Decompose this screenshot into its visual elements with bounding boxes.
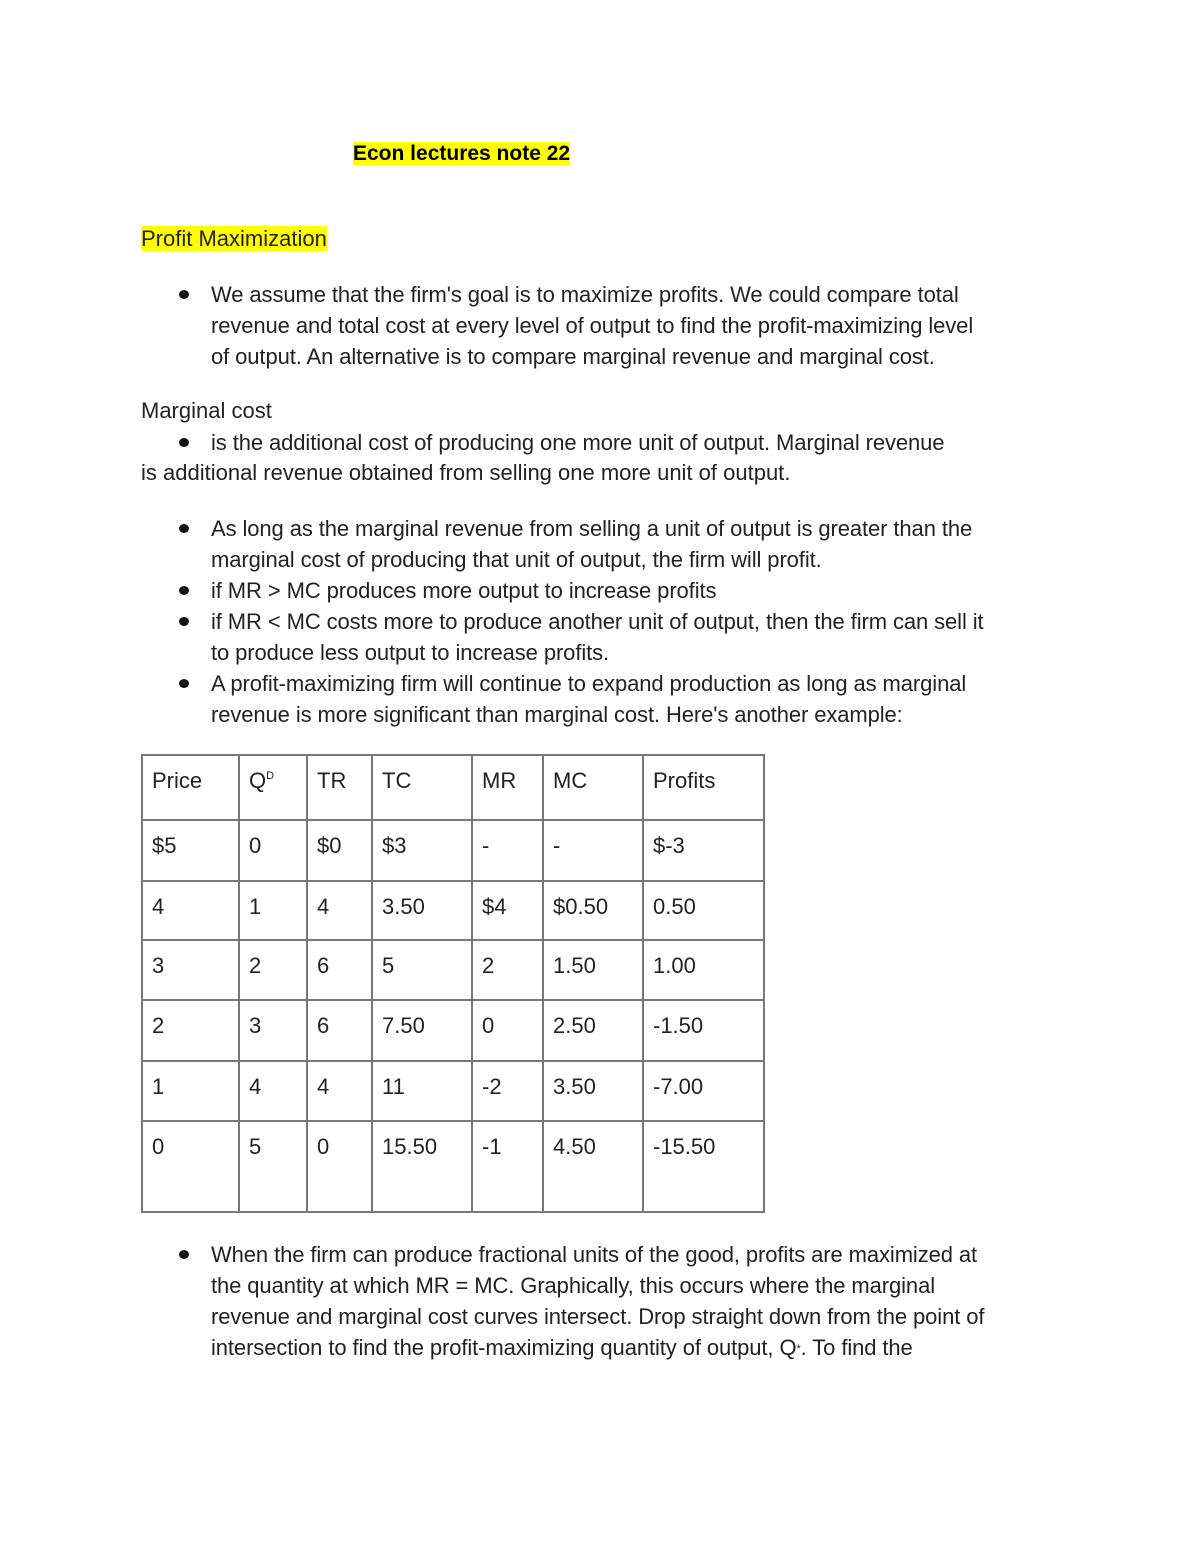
table-cell: $-3 <box>643 820 764 881</box>
table-cell: 0.50 <box>643 881 764 940</box>
table-cell: -1 <box>472 1121 543 1212</box>
table-row <box>142 1121 764 1212</box>
table-cell: 6 <box>307 1000 372 1061</box>
table-cell: 2 <box>239 940 307 1000</box>
bullet-list-marginal-cost <box>141 427 1071 458</box>
bullet-line: is the additional cost of producing one more unit of output. Marginal revenue <box>211 430 945 455</box>
list-item <box>141 513 1071 575</box>
column-header-quantity-demanded <box>239 755 307 820</box>
table-cell: 11 <box>372 1061 472 1121</box>
column-header-profits: Profits <box>643 755 764 820</box>
document-title-text: Econ lectures note 22 <box>353 142 571 165</box>
table-cell: 4.50 <box>543 1121 643 1212</box>
table-row <box>142 820 764 881</box>
column-header-marginal-cost: MC <box>543 755 643 820</box>
table-cell: 3 <box>142 940 239 1000</box>
bullet-line: if MR < MC costs more to produce another unit of output, then the firm can sell it <box>211 609 984 634</box>
table-cell: 1 <box>239 881 307 940</box>
table-cell: 4 <box>239 1061 307 1121</box>
marginal-cost-label: Marginal cost <box>141 398 272 423</box>
table-cell: 5 <box>372 940 472 1000</box>
table-row <box>142 1000 764 1061</box>
table-header-row <box>142 755 764 820</box>
table-cell: 6 <box>307 940 372 1000</box>
bullet-line-text: intersection to find the profit-maximizing quantity of output, Q <box>211 1335 797 1360</box>
column-header-marginal-revenue: MR <box>472 755 543 820</box>
bullet-dot-icon <box>179 290 189 299</box>
q-star-superscript: * <box>796 1343 801 1355</box>
table-cell: 0 <box>307 1121 372 1212</box>
table-cell: $0 <box>307 820 372 881</box>
table-row <box>142 881 764 940</box>
table-cell: 0 <box>239 820 307 881</box>
table-cell: 4 <box>307 1061 372 1121</box>
table-cell: 15.50 <box>372 1121 472 1212</box>
table-cell: 3.50 <box>543 1061 643 1121</box>
table-cell: 0 <box>472 1000 543 1061</box>
table-cell: - <box>472 820 543 881</box>
table-cell: 7.50 <box>372 1000 472 1061</box>
table-cell: -15.50 <box>643 1121 764 1212</box>
bullet-line: revenue and total cost at every level of output to find the profit-maximizing level <box>211 313 974 338</box>
table-cell: 1.50 <box>543 940 643 1000</box>
list-item <box>141 1239 1071 1363</box>
bullet-line: When the firm can produce fractional units of the good, profits are maximized at <box>211 1242 978 1267</box>
table-cell: 3 <box>239 1000 307 1061</box>
table-row <box>142 940 764 1000</box>
table-cell: 4 <box>307 881 372 940</box>
bullet-line: A profit-maximizing firm will continue to expand production as long as marginal <box>211 671 967 696</box>
table-cell: -7.00 <box>643 1061 764 1121</box>
bullet-dot-icon <box>179 524 189 533</box>
list-item <box>141 668 1071 730</box>
table-row <box>142 1061 764 1121</box>
profit-table <box>141 754 765 1213</box>
table-cell: - <box>543 820 643 881</box>
bullet-line: of output. An alternative is to compare marginal revenue and marginal cost. <box>211 344 935 369</box>
table-cell: -2 <box>472 1061 543 1121</box>
bullet-list-rules <box>141 513 1071 730</box>
marginal-revenue-line: is additional revenue obtained from selling one more unit of output. <box>141 460 791 485</box>
bullet-line: We assume that the firm's goal is to maximize profits. We could compare total <box>211 282 959 307</box>
list-item <box>141 606 1071 668</box>
table-cell: -1.50 <box>643 1000 764 1061</box>
table-cell: 5 <box>239 1121 307 1212</box>
table-cell: 0 <box>142 1121 239 1212</box>
document-title <box>353 140 570 168</box>
table-cell: 2.50 <box>543 1000 643 1061</box>
table-cell: 1.00 <box>643 940 764 1000</box>
list-item <box>141 279 1071 372</box>
column-header-price: Price <box>142 755 239 820</box>
table-cell: 2 <box>472 940 543 1000</box>
table-cell: 2 <box>142 1000 239 1061</box>
column-header-total-revenue: TR <box>307 755 372 820</box>
bullet-dot-icon <box>179 679 189 688</box>
section-heading-text: Profit Maximization <box>141 226 327 251</box>
table-cell: $0.50 <box>543 881 643 940</box>
bullet-line: marginal cost of producing that unit of output, the firm will profit. <box>211 547 822 572</box>
bullet-line: revenue and marginal cost curves intersect. Drop straight down from the point of <box>211 1304 985 1329</box>
bullet-list-conclusion <box>141 1239 1071 1363</box>
bullet-list-intro <box>141 279 1071 372</box>
bullet-line: the quantity at which MR = MC. Graphically, this occurs where the marginal <box>211 1273 935 1298</box>
table-cell: $4 <box>472 881 543 940</box>
column-header-quantity-label: Q <box>249 768 267 793</box>
table-cell: 3.50 <box>372 881 472 940</box>
bullet-line: to produce less output to increase profits. <box>211 640 610 665</box>
table-cell: $5 <box>142 820 239 881</box>
bullet-dot-icon <box>179 1250 189 1259</box>
section-heading <box>141 225 327 253</box>
bullet-dot-icon <box>179 617 189 626</box>
bullet-line <box>211 1332 1071 1363</box>
bullet-line: revenue is more significant than marginal cost. Here's another example: <box>211 702 903 727</box>
bullet-line-text-end: . To find the <box>800 1335 913 1360</box>
column-header-quantity-superscript: D <box>266 770 275 782</box>
table-cell: 4 <box>142 881 239 940</box>
bullet-dot-icon <box>179 586 189 595</box>
table-cell: $3 <box>372 820 472 881</box>
table-cell: 1 <box>142 1061 239 1121</box>
bullet-dot-icon <box>179 438 189 447</box>
column-header-total-cost: TC <box>372 755 472 820</box>
list-item <box>141 575 1071 606</box>
list-item <box>141 427 1071 458</box>
bullet-line: if MR > MC produces more output to increase profits <box>211 578 717 603</box>
bullet-line: As long as the marginal revenue from selling a unit of output is greater than the <box>211 516 973 541</box>
